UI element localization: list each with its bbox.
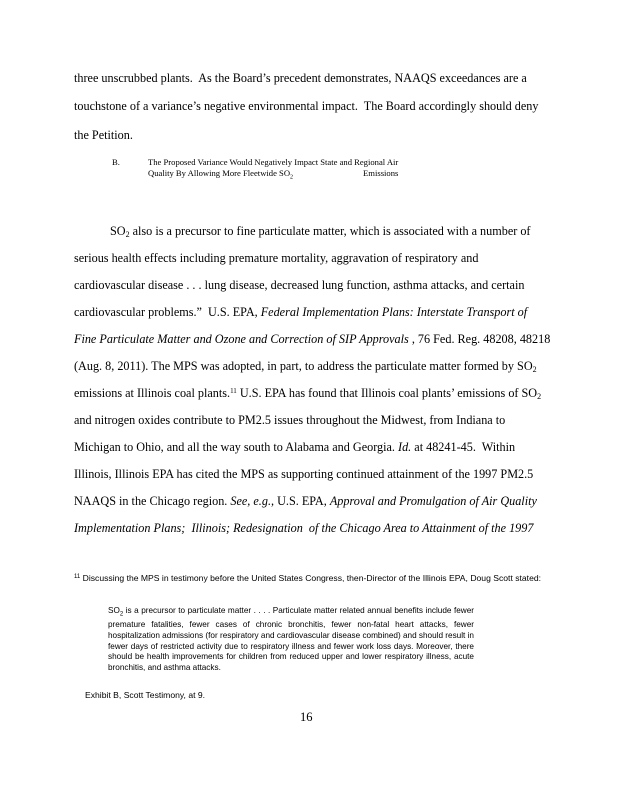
text-line [74, 386, 541, 401]
text-line [74, 305, 527, 320]
text-line [74, 413, 505, 428]
text-line [74, 278, 524, 293]
footnote-citation: Exhibit B, Scott Testimony, at 9. [85, 690, 206, 700]
footnote-quote-subscript: 2 [119, 611, 124, 618]
text-segment: Federal Implementation Plans: Interstate Transport of [260, 305, 528, 319]
text-segment: See, e.g., [230, 494, 275, 508]
text-segment: 11 [230, 387, 237, 395]
text-line [74, 440, 515, 455]
text-segment: cardiovascular problems.” U.S. EPA, [74, 305, 261, 319]
text-segment: SO [110, 224, 126, 238]
text-segment: 2 [125, 230, 130, 239]
text-segment: touchstone of a variance’s negative environmental impact. The Board accordingly should deny [74, 99, 539, 114]
section-heading-subscript: 2 [290, 174, 294, 181]
text-segment: the Petition. [74, 127, 133, 142]
text-segment: (Aug. 8, 2011). The MPS was adopted, in part, to address the particulate matter formed by SO [74, 359, 533, 373]
text-segment: Illinois, Illinois EPA has cited the MPS as supporting continued attainment of the 1997 PM2.5 [74, 467, 534, 481]
section-label: B. [112, 157, 120, 167]
text-segment: Id. [398, 440, 412, 454]
text-segment: serious health effects including premature mortality, aggravation of respiratory and [74, 251, 479, 265]
page-number: 16 [300, 710, 313, 724]
text-segment: and nitrogen oxides contribute to PM2.5 issues throughout the Midwest, from Indiana to [74, 413, 506, 427]
text-segment: cardiovascular disease . . . lung disease, decreased lung function, asthma attacks, and certain [74, 278, 525, 292]
text-segment: Michigan to Ohio, and all the way south to Alabama and Georgia. [74, 440, 399, 454]
text-segment: NAAQS in the Chicago region. [74, 494, 231, 508]
text-segment: at 48241-45. Within [411, 440, 516, 454]
text-line [74, 467, 533, 482]
text-line [74, 128, 133, 143]
text-segment: U.S. EPA, [274, 494, 330, 508]
footnote-intro [74, 573, 544, 584]
footnote-intro-text: Discussing the MPS in testimony before the United States Congress, then-Director of the Illinois EPA, Doug Scott stated: [82, 573, 542, 583]
text-segment: Implementation Plans; Illinois; Redesignation of the Chicago Area to Attainment of the 1997 [74, 521, 534, 535]
text-line [74, 99, 538, 114]
text-line [74, 521, 533, 536]
section-heading-tail: Emissions [363, 168, 399, 178]
text-segment: U.S. EPA has found that Illinois coal plants’ emissions of SO [236, 386, 538, 400]
text-segment: 2 [537, 392, 542, 401]
text-segment: also is a precursor to fine particulate matter, which is associated with a number of [129, 224, 531, 238]
footnote-block-quote [108, 606, 474, 674]
text-segment: three unscrubbed plants. As the Board’s precedent demonstrates, NAAQS exceedances are a [74, 71, 527, 85]
text-line [74, 494, 537, 509]
text-segment: emissions at Illinois coal plants. [74, 386, 231, 400]
text-segment: , 76 Fed. Reg. 48208, 48218 [408, 332, 551, 346]
footnote-number: 11 [74, 574, 81, 580]
section-heading-line2: Quality By Allowing More Fleetwide SO [148, 168, 291, 178]
text-segment: Fine Particulate Matter and Ozone and Correction of SIP Approvals [74, 332, 409, 346]
footnote-quote-text: is a precursor to particulate matter . . . . Particulate matter related annual benefits include fewer premature fatalities, fewer cases of chronic bronchitis, fewer non-fatal heart attacks, fewer hospitalization admissions (for respiratory and cardiovascular disease combined) and should result in fewer days of restricted activity due to respiratory illness and fewer work loss days. Moreover, there should be health improvements for children from reduced upper and lower respiratory illness, acute bronchitis, and asthma attacks. [108, 606, 474, 673]
section-heading-line1: The Proposed Variance Would Negatively Impact State and Regional Air [148, 157, 399, 167]
text-line [74, 332, 550, 347]
text-line [110, 224, 530, 239]
text-line [74, 251, 478, 266]
text-line [74, 71, 527, 86]
text-line [74, 359, 537, 374]
footnote-quote-so: SO [108, 606, 120, 615]
section-heading [112, 157, 398, 184]
text-segment: Approval and Promulgation of Air Quality [329, 494, 537, 508]
text-segment: 2 [532, 365, 537, 374]
